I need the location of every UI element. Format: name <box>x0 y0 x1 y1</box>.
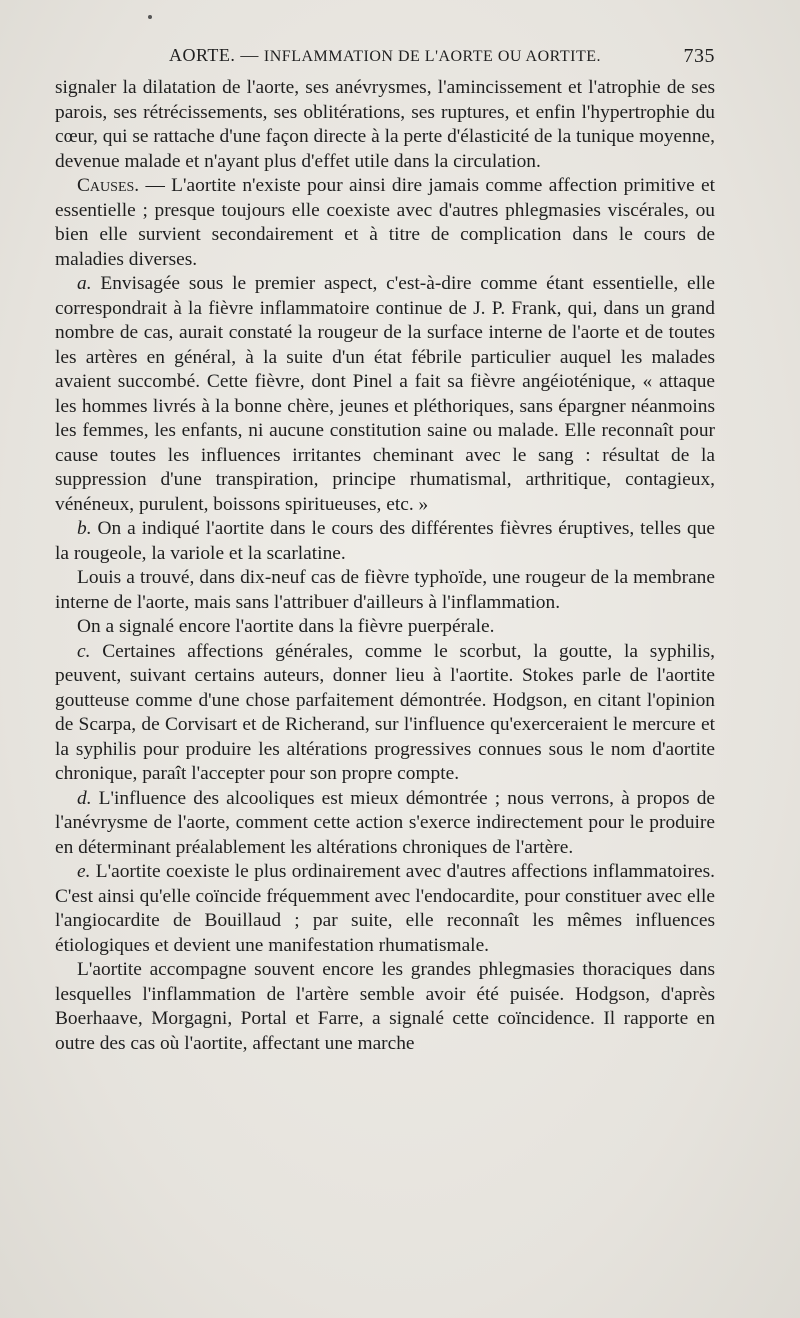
header-title-main: AORTE. <box>168 45 236 65</box>
item-label-d: d. <box>77 787 92 809</box>
paragraph-b <box>55 517 715 566</box>
item-label-e: e. <box>77 861 91 882</box>
running-header <box>55 45 715 75</box>
section-label-causes: Causes. <box>77 175 140 196</box>
ink-speck <box>148 15 152 19</box>
header-dash: — <box>240 45 259 65</box>
paragraph-causes <box>55 174 715 272</box>
running-title <box>55 45 715 66</box>
item-label-a: a. <box>77 273 92 294</box>
item-label-b: b. <box>77 518 92 539</box>
paragraph-b-text: On a indiqué l'aortite dans le cours des différentes fièvres éruptives, telles que la rougeole, la variole et la scarlatine. <box>55 518 715 564</box>
paragraph-d <box>55 787 715 861</box>
paragraph-c <box>55 640 715 787</box>
body-text <box>55 76 715 1056</box>
header-title-sub: INFLAMMATION DE L'AORTE OU AORTITE. <box>263 48 602 65</box>
paragraph-a <box>55 272 715 517</box>
page-number: 735 <box>683 45 715 67</box>
paragraph-d-text: L'influence des alcooliques est mieux démontrée ; nous verrons, à propos de l'anévrysme de l'aorte, comment cette action s'exerce indirectement pour le produire en déterminant préalablement les altérations chroniques de l'artère. <box>55 787 715 858</box>
paragraph-1: signaler la dilatation de l'aorte, ses anévrysmes, l'amincissement et l'atrophie de ses parois, ses rétrécissements, ses oblitérations, ses ruptures, et enfin l'hypertrophie du cœur, qui se rattache d'une façon directe à la perte d'élasticité de la tunique moyenne, devenue malade et n'ayant plus d'effet utile dans la circulation. <box>55 77 715 172</box>
item-label-c: c. <box>77 640 91 662</box>
paragraph-e-text: L'aortite coexiste le plus ordinairement avec d'autres affections inflammatoires. C'est ainsi qu'elle coïncide fréquemment avec l'endocardite, pour constituer avec elle l'angiocardite de Bouillaud ; par suite, elle reconnaît les mêmes influences étiologiques et devient une manifestation rhumatismale. <box>55 861 715 956</box>
paragraph-c-text: Certaines affections générales, comme le scorbut, la goutte, la syphilis, peuvent, suivant certains auteurs, donner lieu à l'aortite. Stokes parle de l'aortite goutteuse comme d'une chose parfaitement démontrée. Hodgson, en citant l'opinion de Scarpa, de Corvisart et de Richerand, sur l'influence qu'exerceraient le mercure et la syphilis pour produire les altérations progressives connues sous le nom d'aortite chronique, paraît l'accepter pour son propre compte. <box>55 640 715 784</box>
paragraph-last: L'aortite accompagne souvent encore les grandes phlegmasies thoraciques dans lesquelles l'inflammation de l'artère semble avoir été puisée. Hodgson, d'après Boerhaave, Morgagni, Portal et Farre, a signalé cette coïncidence. Il rapporte en outre des cas où l'aortite, affectant une marche <box>55 959 715 1054</box>
paragraph-e <box>55 860 715 958</box>
paragraph-causes-text: — L'aortite n'existe pour ainsi dire jamais comme affection primitive et essentielle ; presque toujours elle coexiste avec d'autres phlegmasies viscérales, ou bien elle survient secondairement et à titre de complication dans le cours de maladies diverses. <box>55 175 715 270</box>
paragraph-puerperale: On a signalé encore l'aortite dans la fièvre puerpérale. <box>77 616 495 637</box>
paragraph-louis: Louis a trouvé, dans dix-neuf cas de fièvre typhoïde, une rougeur de la membrane interne de l'aorte, mais sans l'attribuer d'ailleurs à l'inflammation. <box>55 567 715 613</box>
paragraph-a-text: Envisagée sous le premier aspect, c'est-à-dire comme étant essentielle, elle correspondrait à la fièvre inflammatoire continue de J. P. Frank, qui, dans un grand nombre de cas, aurait constaté la rougeur de la surface interne de l'aorte et de toutes les artères en général, à la suite d'un état fébrile particulier auquel les malades avaient succombé. Cette fièvre, dont Pinel a fait sa fièvre angéioténique, « attaque les hommes livrés à la bonne chère, jeunes et pléthoriques, sans épargner néanmoins les femmes, les enfants, ni aucune constitution saine ou malade. Elle reconnaît pour cause toutes les influences irritantes cheminant avec le sang : résultat de la suppression d'une transpiration, principe rhumatismal, arthritique, contagieux, vénéneux, purulent, boissons spiritueuses, etc. » <box>55 273 715 515</box>
